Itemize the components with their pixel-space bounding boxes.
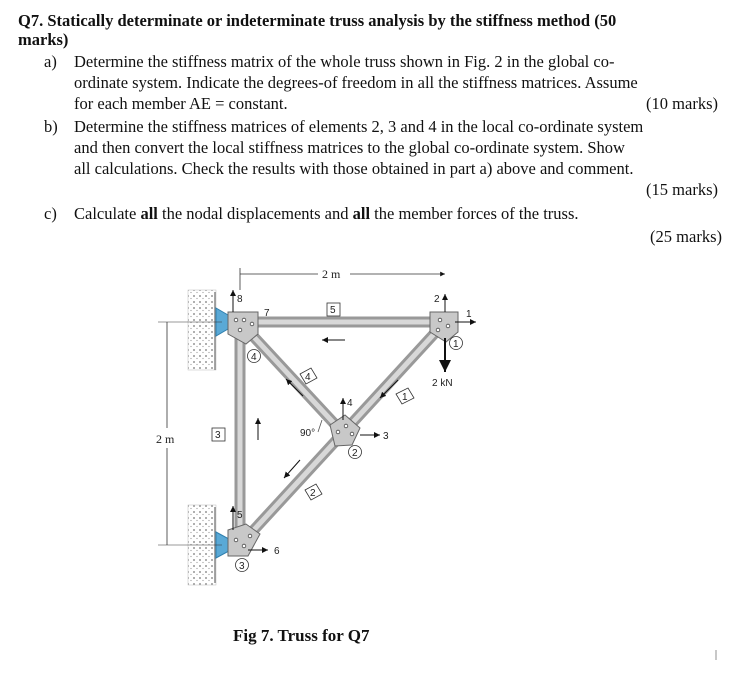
load-label: 2 kN [432,378,453,389]
part-b-marks: (15 marks) [646,180,718,199]
part-c-bold-2: all [352,204,371,223]
upper-wall-support [188,290,216,370]
member-3-label: 3 [215,430,221,441]
part-b-line-2: and then convert the local stiffness matrices to the global co-ordinate system. Show [74,138,625,157]
angle-mark [318,420,322,432]
part-c-label: c) [44,204,57,223]
member-2-label: 2 [310,488,316,499]
member-4-label: 4 [305,372,311,383]
dof-8-label: 8 [237,294,243,305]
part-c-text-3: the member forces of the truss. [370,204,579,223]
member-5-label: 5 [330,305,336,316]
dof-2-label: 2 [434,294,440,305]
dof-1-label: 1 [466,309,472,320]
part-c-marks: (25 marks) [650,227,722,246]
top-dimension: 2 m [322,267,341,281]
node-4-label: 4 [251,352,257,363]
question-heading: Q7. Statically determinate or indeterminate truss analysis by the stiffness method (50 [18,11,617,30]
part-a-line-1: Determine the stiffness matrix of the whole truss shown in Fig. 2 in the global co- [74,52,615,71]
dof-3-label: 3 [383,431,389,442]
question-heading-cont: marks) [18,30,69,49]
node-1-label: 1 [453,339,459,350]
dof-5-label: 5 [237,510,243,521]
part-a-line-2: ordinate system. Indicate the degrees-of freedom in all the stiffness matrices. Assume [74,73,638,92]
dof-7-label: 7 [264,308,270,319]
part-b-label: b) [44,117,58,136]
node-2-label: 2 [352,448,358,459]
part-a-marks: (10 marks) [646,94,718,113]
part-c-text-1: Calculate [74,204,141,223]
part-c-text-2: the nodal displacements and [157,204,353,223]
part-a-line-3: for each member AE = constant. [74,94,288,113]
figure-caption: Fig 7. Truss for Q7 [233,626,370,645]
part-a-label: a) [44,52,57,71]
part-b-line-1: Determine the stiffness matrices of elements 2, 3 and 4 in the local co-ordinate system [74,117,644,136]
node-3-label: 3 [239,561,245,572]
part-b-line-3: all calculations. Check the results with those obtained in part a) above and comment. [74,159,634,178]
dof-6-label: 6 [274,546,280,557]
member-1-label: 1 [402,392,408,403]
dof-4-label: 4 [347,398,353,409]
part-c-bold-1: all [140,204,158,223]
angle-label: 90° [300,428,316,439]
left-dimension: 2 m [156,432,175,446]
